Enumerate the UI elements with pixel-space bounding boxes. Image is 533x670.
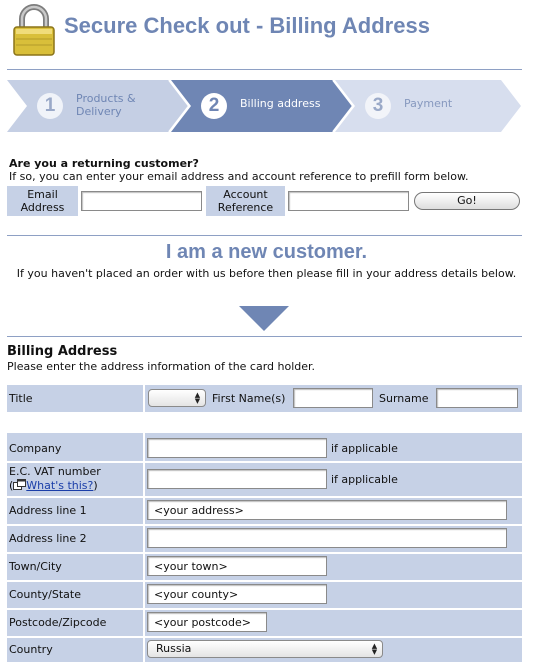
country-label: Country [9, 643, 53, 656]
row-separator [7, 636, 522, 638]
county-label: County/State [9, 588, 81, 601]
section-divider [7, 235, 522, 236]
row-separator [7, 524, 522, 526]
arrow-down-icon [239, 306, 289, 332]
vat-help: ( What's this?) [9, 479, 98, 492]
select-arrows-icon: ▲ ▼ [371, 642, 378, 656]
address-line-1-field[interactable] [147, 500, 507, 520]
email-label: Email Address [7, 186, 78, 216]
header-divider [7, 69, 522, 70]
billing-subtitle: Please enter the address information of the card holder. [7, 360, 316, 373]
vat-hint: if applicable [331, 473, 398, 486]
first-name-field[interactable] [293, 388, 373, 408]
returning-customer-title: Are you a returning customer? [9, 157, 199, 170]
new-customer-title: I am a new customer. [165, 241, 368, 263]
town-field[interactable] [147, 556, 327, 576]
step-3-label: Payment [404, 97, 453, 110]
row-separator [7, 496, 522, 498]
country-select[interactable]: Russia ▲ ▼ [147, 640, 383, 658]
go-button[interactable]: Go! [414, 192, 520, 210]
step-1-label: Products & Delivery [76, 92, 136, 118]
checkout-steps [7, 80, 521, 132]
vat-field[interactable] [147, 469, 327, 489]
postcode-field[interactable] [147, 612, 267, 632]
company-label: Company [9, 442, 62, 455]
popup-window-icon [13, 479, 26, 490]
select-arrows-icon: ▲ ▼ [194, 391, 201, 405]
step-3-number: 3 [365, 93, 391, 119]
title-select[interactable] [148, 389, 206, 407]
row-separator [7, 580, 522, 582]
step-2-number: 2 [201, 93, 227, 119]
town-label: Town/City [9, 560, 62, 573]
padlock-icon [8, 4, 60, 56]
row-separator [7, 608, 522, 610]
company-hint: if applicable [331, 442, 398, 455]
surname-label: Surname [379, 392, 429, 405]
first-name-label: First Name(s) [212, 392, 286, 405]
account-reference-label: Account Reference [206, 186, 285, 216]
address-line-2-label: Address line 2 [9, 532, 87, 545]
company-field[interactable] [147, 438, 327, 458]
billing-title: Billing Address [7, 344, 118, 359]
page-title: Secure Check out - Billing Address [64, 13, 430, 38]
name-row [7, 385, 522, 412]
whats-this-link[interactable]: What's this? [26, 479, 94, 492]
new-customer-subtitle: If you haven't placed an order with us before then please fill in your address details below. [16, 267, 517, 280]
row-separator [7, 552, 522, 554]
address-line-1-label: Address line 1 [9, 504, 87, 517]
address-line-2-field[interactable] [147, 528, 507, 548]
title-label: Title [9, 392, 33, 405]
step-2-label: Billing address [240, 97, 321, 110]
postcode-label: Postcode/Zipcode [9, 616, 107, 629]
row-separator [7, 461, 522, 463]
column-separator [143, 433, 145, 662]
account-reference-field[interactable] [288, 191, 409, 211]
column-separator [143, 385, 145, 412]
returning-customer-subtitle: If so, you can enter your email address and account reference to prefill form below. [9, 170, 469, 183]
county-field[interactable] [147, 584, 327, 604]
surname-field[interactable] [436, 388, 518, 408]
step-1-number: 1 [37, 93, 63, 119]
billing-divider [7, 336, 522, 337]
email-field[interactable] [81, 191, 202, 211]
vat-label: E.C. VAT number [9, 465, 101, 478]
